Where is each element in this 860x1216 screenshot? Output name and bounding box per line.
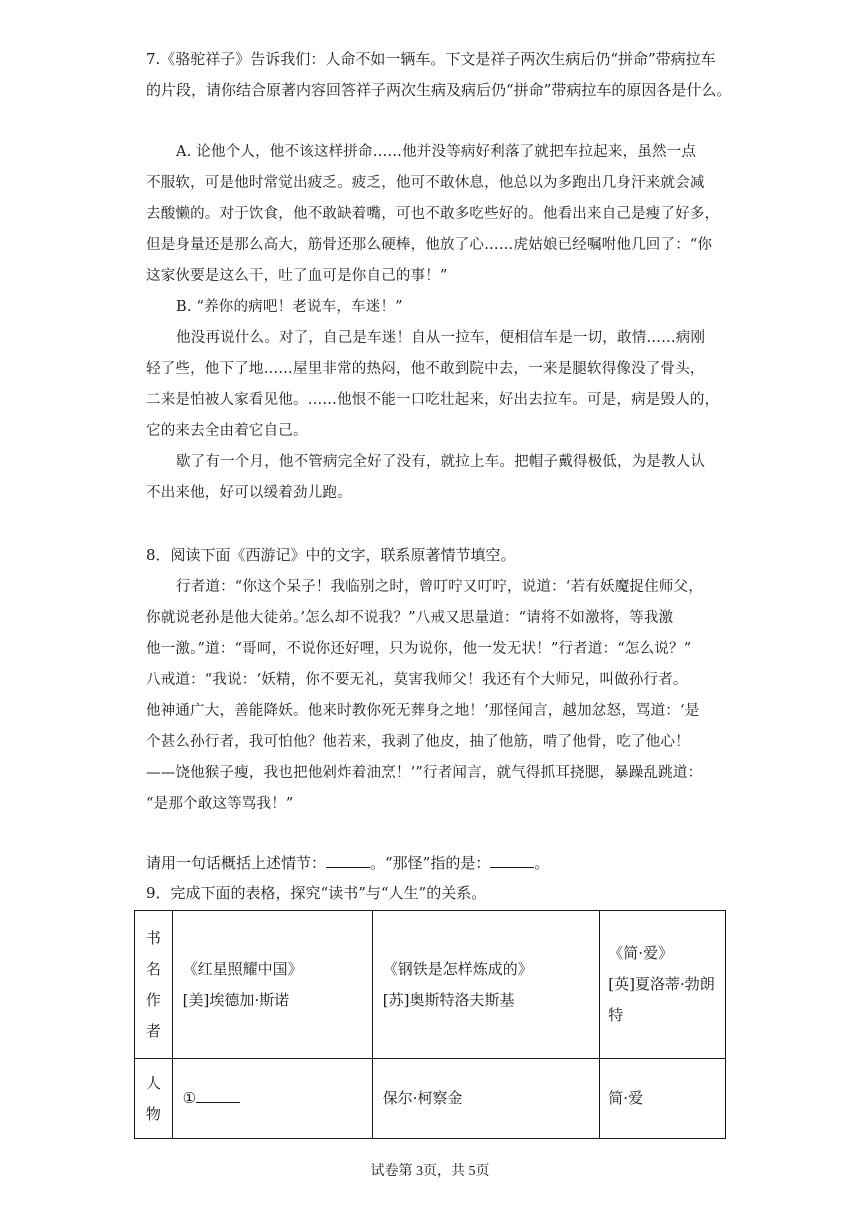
passage-a-line: 去酸懒的。对于饮食，他不敢缺着嘴，可也不敢多吃些好的。他看出来自己是瘦了好多， (146, 206, 720, 222)
book-author: [英]夏洛蒂·勃朗 (608, 975, 715, 993)
passage-xiyouji-line: 八戒道：“我说：‘妖精，你不要无礼，莫害我师父！我还有个大师兄，叫做孙行者。 (146, 672, 688, 688)
passage-xiyouji-line: 个甚么孙行者，我可怕他？他若来，我剥了他皮，抽了他筋，啃了他骨，吃了他心！ (146, 734, 690, 750)
passage-b-line: 他没再说什么。对了，自己是车迷！自从一拉车，便相信车是一切，敢情……病刚 (176, 330, 706, 346)
question-9-title: 9．完成下面的表格，探究“读书”与“人生”的关系。 (146, 884, 487, 902)
header-char: 作 (145, 990, 161, 1009)
header-char: 人 (145, 1073, 161, 1092)
book-cell (372, 911, 600, 1059)
passage-b-line: B. “养你的病吧！老说车，车迷！” (176, 299, 403, 315)
passage-xiyouji-line: 他一激。”道：“哥呵，不说你还好哩，只为说你，他一发无状！”行者道：“怎么说？” (146, 641, 692, 657)
passage-xiyouji-line: 你就说老孙是他大徒弟。’怎么却不说我？”八戒又思量道：“请将不如激将，等我激 (146, 610, 674, 626)
book-name: 《红星照耀中国》 (182, 959, 303, 978)
header-char: 者 (145, 1021, 161, 1040)
page-footer: 试卷第 3页，共 5页 (370, 1164, 490, 1179)
book-author: [苏]奥斯特洛夫斯基 (382, 990, 515, 1009)
row-header-person (135, 1059, 173, 1139)
question-8-ask-text: 请用一句话概括上述情节： (146, 854, 327, 872)
person-name: 简·爱 (608, 1089, 644, 1107)
row-header-book-author (135, 911, 173, 1059)
book-cell (172, 911, 372, 1059)
question-7-line-2: 的片段，请你结合原著内容回答祥子两次生病及病后仍“拼命”带病拉车的原因各是什么。 (146, 81, 732, 99)
answer-blank[interactable] (326, 853, 370, 868)
question-8-title: 8．阅读下面《西游记》中的文字，联系原著情节填空。 (146, 546, 516, 564)
passage-a-line: 但是身量还是那么高大，筋骨还那么硬棒，他放了心……虎姑娘已经嘱咐他几回了：“你 (146, 237, 713, 253)
book-cell (600, 911, 726, 1059)
question-7-line-1: 7.《骆驼祥子》告诉我们：人命不如一辆车。下文是祥子两次生病后仍“拼命”带病拉车 (146, 50, 716, 68)
passage-a (146, 137, 726, 292)
passage-a-line: A. 论他个人，他不该这样拼命……他并没等病好利落了就把车拉起来，虽然一点 (176, 144, 697, 160)
header-char: 物 (145, 1104, 161, 1123)
passage-a-line: 不服软，可是他时常觉出疲乏。疲乏，他可不敢休息，他总以为多跑出几身汗来就会减 (146, 175, 705, 191)
passage-xiyouji-line: 他神通广大，善能降妖。他来时教你死无葬身之地！’那怪闻言，越加忿怒，骂道：‘是 (146, 703, 700, 719)
person-number: ① (182, 1089, 197, 1107)
table-row (135, 911, 726, 1059)
reading-table (134, 910, 726, 1139)
table-row (135, 1059, 726, 1139)
person-cell[interactable] (172, 1059, 372, 1139)
passage-b-line: 它的来去全由着它自己。 (146, 423, 308, 439)
book-name: 《简·爱》 (608, 944, 674, 962)
passage-b-line: 二来是怕被人家看见他。……他恨不能一口吃壮起来，好出去拉车。可是，病是毁人的， (146, 392, 720, 408)
question-8-ask-end: 。 (534, 854, 550, 872)
question-8 (146, 540, 726, 571)
passage-xiyouji-line: 行者道：“你这个呆子！我临别之时，曾叮咛又叮咛，说道：‘若有妖魔捉住师父， (176, 579, 703, 595)
answer-blank[interactable] (490, 853, 534, 868)
passage-b (146, 292, 726, 509)
passage-a-line: 这家伙要是这么干，吐了血可是你自己的事！” (146, 268, 448, 284)
book-author: [美]埃德加·斯诺 (182, 990, 290, 1009)
passage-b-line: 不出来他，好可以缓着劲儿跑。 (146, 485, 352, 501)
passage-xiyouji (146, 572, 726, 820)
header-char: 名 (145, 959, 161, 978)
passage-xiyouji-line: ——饶他猴子瘦，我也把他剁炸着油烹！’”行者闻言，就气得抓耳挠腮，暴躁乱跳道： (146, 765, 703, 781)
header-char: 书 (145, 928, 161, 947)
question-7 (146, 44, 732, 106)
person-name: 保尔·柯察金 (382, 1089, 463, 1107)
person-cell (372, 1059, 600, 1139)
answer-blank[interactable] (196, 1088, 240, 1103)
passage-b-line: 轻了些，他下了地……屋里非常的热闷，他不敢到院中去，一来是腿软得像没了骨头， (146, 361, 705, 377)
person-cell (600, 1059, 726, 1139)
question-9 (146, 878, 726, 909)
passage-b-line: 歇了有一个月，他不管病完全好了没有，就拉上车。把帽子戴得极低，为是教人认 (176, 454, 706, 470)
passage-xiyouji-line: “是那个敢这等骂我！” (146, 796, 294, 812)
question-8-ask-mid: 。“那怪”指的是： (370, 854, 491, 872)
question-8-ask (146, 848, 726, 879)
book-author: 特 (608, 1006, 624, 1024)
book-name: 《钢铁是怎样炼成的》 (382, 959, 533, 978)
